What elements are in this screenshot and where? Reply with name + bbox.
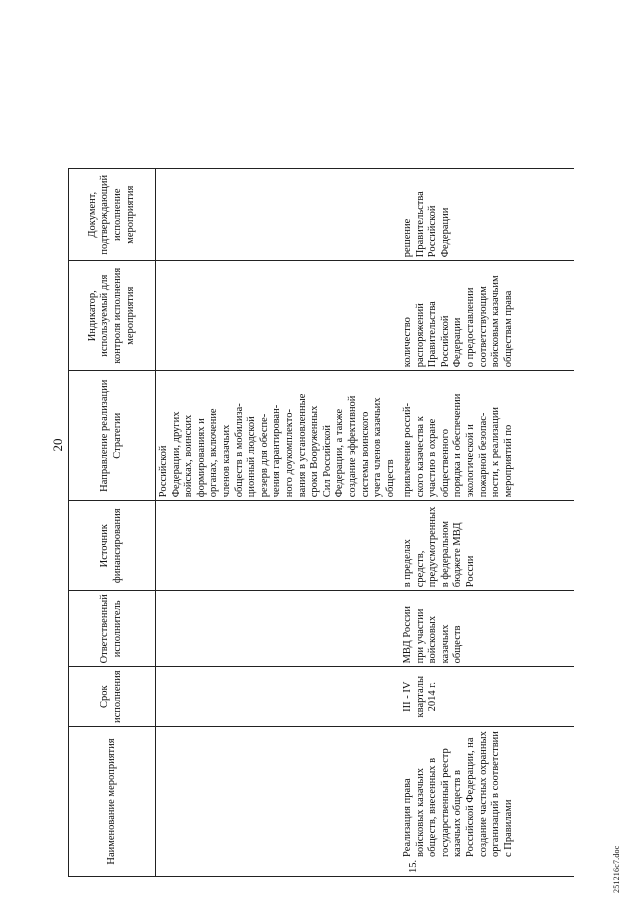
table-row-continuation: [156, 169, 401, 877]
row-name: Реализация права войсковых казачьих обществ, внесенных в государственный реестр казачьих обществ в Российской Федерации, на создание частных охранных организаций в соответствии с Правилами: [402, 731, 514, 857]
measures-table: [68, 168, 574, 877]
header-term: Срок исполнения: [69, 667, 156, 727]
footer-filename: 251216c7.doc: [612, 845, 621, 893]
cell-empty: [156, 169, 401, 261]
header-executor: Ответственный исполнитель: [69, 591, 156, 667]
cell-name: [400, 727, 574, 877]
header-indicator: Индикатор, используемый для контроля исполнения мероприятия: [69, 261, 156, 371]
header-name: Наименование мероприятия: [69, 727, 156, 877]
cell-empty: [156, 727, 401, 877]
cell-empty: [156, 261, 401, 371]
cell-financing: в пределах средств, предусмотренных в федеральном бюджете МВД России: [400, 501, 574, 591]
row-number: 15.: [408, 859, 419, 873]
cell-empty: [156, 591, 401, 667]
cell-document: решение Правительства Российской Федерации: [400, 169, 574, 261]
cell-indicator: количество распоряжений Правительства Российской Федерации о предоставлении соответствующим войсковым казачьим обществам права: [400, 261, 574, 371]
cell-direction: привлечение россий- ского казачества к участию в охране общественного порядка и обеспечении экологической и пожарной безопас- ности, к реализации мероприятий по: [400, 371, 574, 501]
table-row: [400, 169, 574, 877]
cell-direction-continued: Российской Федерации, других войсках, воинских формированиях и органах, включение членов казачьих обществ в мобилиза- ционный людской резерв для обеспе- чения гарантирован- ного доукомплекто- вания в установленные сроки Вооруженных Сил Российской Федерации, а также создание эффективной системы воинского учета членов казачьих обществ: [156, 371, 401, 501]
page-number: 20: [50, 438, 65, 452]
cell-empty: [156, 667, 401, 727]
table-header-row: [69, 169, 156, 877]
cell-term: III - IV кварталы 2014 г.: [400, 667, 574, 727]
header-document: Документ, подтверждающий исполнение мероприятия: [69, 169, 156, 261]
cell-executor: МВД России при участии войсковых казачьих обществ: [400, 591, 574, 667]
header-financing: Источник финансирования: [69, 501, 156, 591]
header-direction: Направление реализации Стратегии: [69, 371, 156, 501]
cell-empty: [156, 501, 401, 591]
